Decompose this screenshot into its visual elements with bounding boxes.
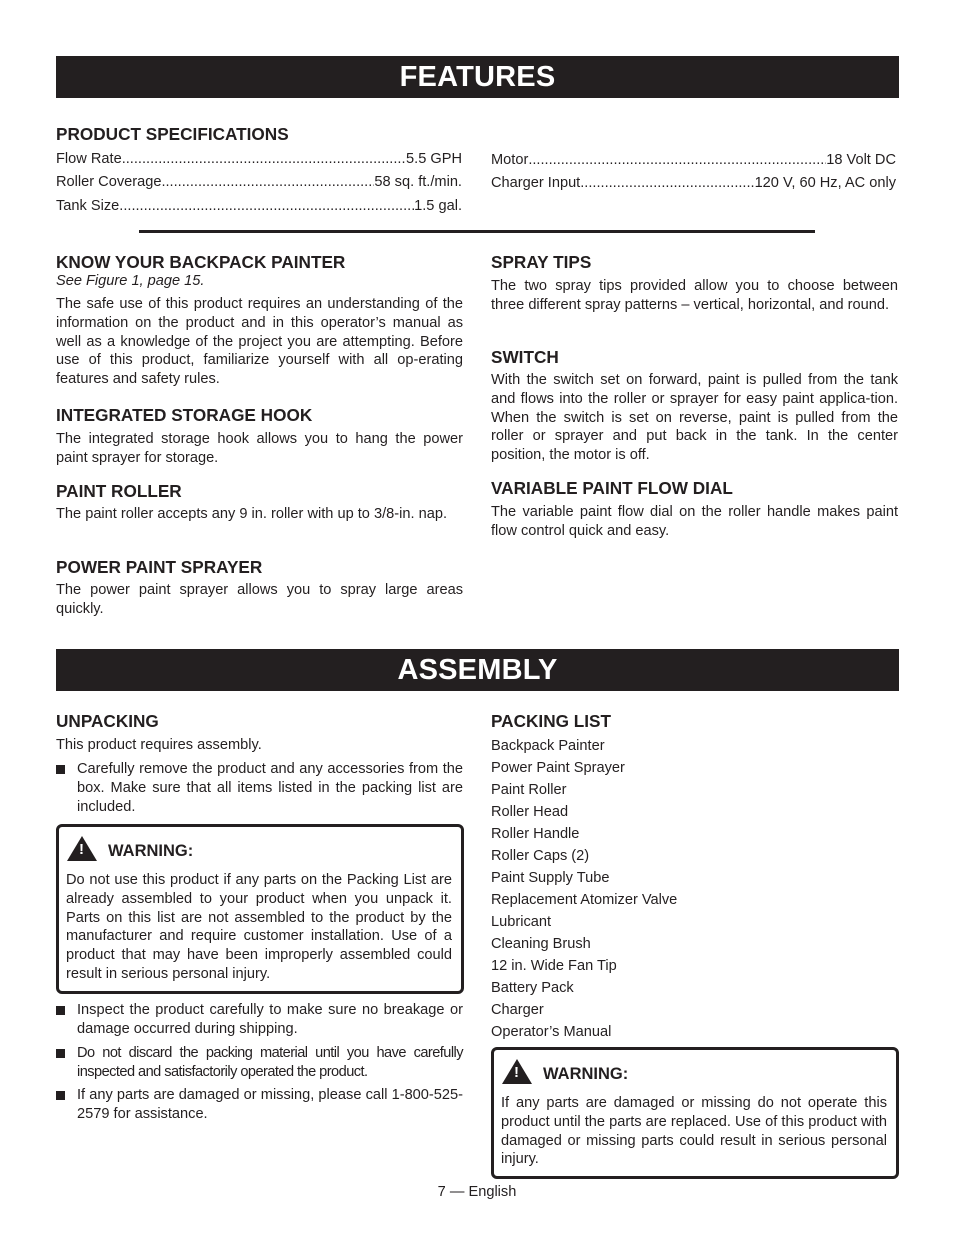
spec-label: Charger Input: [491, 175, 581, 191]
spec-value: 18 Volt DC: [826, 152, 896, 168]
list-item: Paint Roller: [491, 782, 567, 798]
storage-hook-body: The integrated storage hook allows you to hang the power paint sprayer for storage.: [56, 431, 463, 466]
warning-label: WARNING:: [543, 1065, 629, 1083]
list-item: Replacement Atomizer Valve: [491, 892, 678, 908]
switch-body: With the switch set on forward, paint is pulled from the tank and flows into the roller or sprayer for easy paint applica-tion. When the switch is set on reverse, paint is pulled from the roller or sprayer and put back in the tank. In the center position, the motor is off.: [491, 372, 898, 464]
packing-warning-body: If any parts are damaged or missing do not operate this product until the parts are replaced. Use of this product with damaged or missing parts could result in serious personal injury.: [501, 1095, 887, 1168]
spec-value: 1.5 gal.: [414, 198, 462, 214]
know-your-painter-heading: KNOW YOUR BACKPACK PAINTER: [56, 252, 346, 272]
assembly-title: ASSEMBLY: [397, 654, 558, 686]
power-paint-sprayer-heading: POWER PAINT SPRAYER: [56, 557, 263, 577]
spray-tips-body: The two spray tips provided allow you to choose between three different spray patterns – vertical, horizontal, and round.: [491, 278, 898, 313]
product-specifications-heading: PRODUCT SPECIFICATIONS: [56, 124, 289, 144]
list-item: Battery Pack: [491, 980, 574, 996]
bullet-text: Carefully remove the product and any accessories from the box. Make sure that all items listed in the packing list are included.: [77, 761, 463, 815]
list-item: Operator’s Manual: [491, 1024, 612, 1040]
spec-value: 58 sq. ft./min.: [374, 174, 462, 190]
spec-tank-size: [56, 197, 462, 215]
bullet-text: Inspect the product carefully to make sure no breakage or damage occurred during shipping.: [77, 1002, 463, 1037]
unpacking-intro: This product requires assembly.: [56, 737, 262, 753]
spec-label: Motor: [491, 152, 529, 168]
spec-value: 5.5 GPH: [406, 151, 462, 167]
list-item: Charger: [491, 1002, 544, 1018]
list-item: Lubricant: [491, 914, 552, 930]
page-footer: 7 — English: [437, 1184, 517, 1200]
spec-label: Roller Coverage: [56, 174, 162, 190]
bullet-square-icon: [56, 1006, 65, 1015]
storage-hook-heading: INTEGRATED STORAGE HOOK: [56, 405, 313, 425]
unpacking-bullet: [56, 1044, 463, 1082]
spray-tips-heading: SPRAY TIPS: [491, 252, 592, 272]
list-item: Roller Caps (2): [491, 848, 590, 864]
unpacking-bullet: [56, 1001, 463, 1039]
spec-value: 120 V, 60 Hz, AC only: [754, 175, 896, 191]
bullet-square-icon: [56, 765, 65, 774]
packing-list-heading: PACKING LIST: [491, 711, 611, 731]
features-title: FEATURES: [399, 61, 556, 93]
spec-label: Tank Size: [56, 198, 120, 214]
spec-motor: [491, 151, 896, 169]
unpacking-bullet: [56, 760, 463, 816]
warning-triangle-icon: !: [67, 836, 97, 861]
features-banner: [56, 56, 899, 98]
bullet-square-icon: [56, 1049, 65, 1058]
know-your-painter-body: The safe use of this product requires an understanding of the information on the product and in this operator’s manual as well as a knowledge of the project you are attempting. Before use of this product, familiarize yourself with all op-erating features and safety rules.: [56, 296, 463, 388]
section-divider: [139, 230, 815, 233]
warning-label: WARNING:: [108, 842, 194, 860]
list-item: Roller Handle: [491, 826, 580, 842]
assembly-banner: [56, 649, 899, 691]
list-item: Backpack Painter: [491, 738, 605, 754]
spec-roller-coverage: [56, 173, 462, 191]
paint-roller-heading: PAINT ROLLER: [56, 481, 182, 501]
warning-triangle-icon: !: [502, 1059, 532, 1084]
spec-flow-rate: [56, 150, 462, 168]
spec-label: Flow Rate: [56, 151, 122, 167]
unpacking-heading: UNPACKING: [56, 711, 159, 731]
list-item: Roller Head: [491, 804, 569, 820]
bullet-text: Do not discard the packing material until you have carefully inspected and satisfactorily operated the product.: [77, 1045, 463, 1080]
list-item: 12 in. Wide Fan Tip: [491, 958, 617, 974]
unpacking-bullet: [56, 1086, 463, 1124]
packing-list: [491, 735, 677, 1043]
unpacking-warning-body: Do not use this product if any parts on the Packing List are already assembled to your product when you unpack it. Parts on this list are not assembled to the product by the manufacturer and require customer installation. Use of a product that may have been improperly assembled could result in serious personal injury.: [66, 872, 452, 982]
power-paint-sprayer-body: The power paint sprayer allows you to spray large areas quickly.: [56, 582, 463, 617]
bullet-square-icon: [56, 1091, 65, 1100]
list-item: Power Paint Sprayer: [491, 760, 625, 776]
spec-charger-input: [491, 174, 896, 192]
paint-roller-body: The paint roller accepts any 9 in. roller with up to 3/8-in. nap.: [56, 506, 447, 522]
bullet-text: If any parts are damaged or missing, please call 1-800-525-2579 for assistance.: [77, 1087, 463, 1122]
switch-heading: SWITCH: [491, 347, 559, 367]
list-item: Cleaning Brush: [491, 936, 591, 952]
flow-dial-heading: VARIABLE PAINT FLOW DIAL: [491, 478, 733, 498]
figure-reference: See Figure 1, page 15.: [56, 273, 205, 289]
flow-dial-body: The variable paint flow dial on the roller handle makes paint flow control quick and easy.: [491, 504, 898, 539]
list-item: Paint Supply Tube: [491, 870, 610, 886]
